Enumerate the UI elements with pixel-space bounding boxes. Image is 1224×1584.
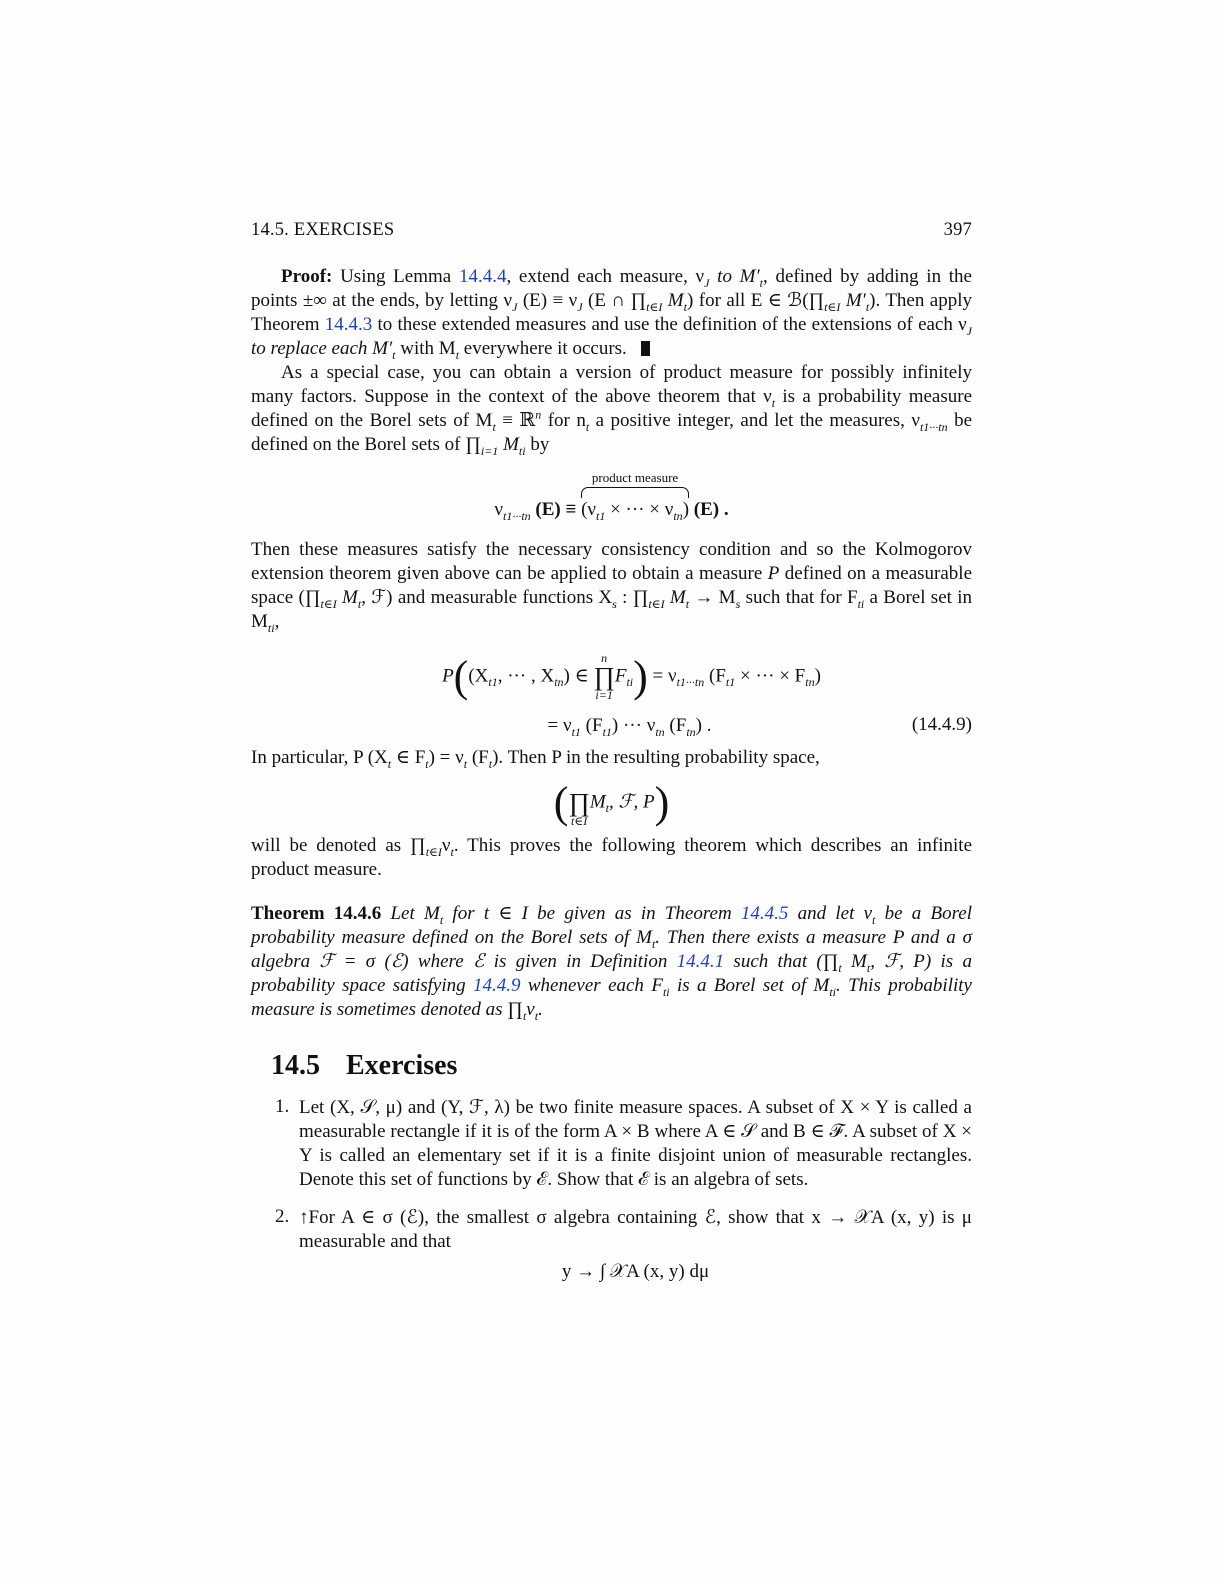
section-heading	[271, 1050, 972, 1082]
probability-space-display: ( ∏ t∈I $M_t$, ℱ, P)	[553, 778, 670, 828]
equation-14-4-9: $P((X_{t1}$, ··· , $X_{tn}$) ∈ n ∏ i=1 $F_{ti}) = \nu_{t1\cdot\cdot\cdot tn}$ ($F_{t1}$ × ··· × $F_{tn}$) = $\nu_{t1}$ $(F_{t1})$ ··· $\nu_{tn}$ $(F_{tn})$ . (14.4.9)	[442, 651, 972, 739]
proof-paragraph: Proof: Using Lemma 14.4.4, extend each measure, $\nu_J$ to $M'_t$, defined by adding in the points ±∞ at the ends, by letting $\nu_J$ $(E) \equiv \nu_J$ (E ∩ $\prod_{t\in I}$ $M_t$) for all E ∈ $ℬ(\prod_{t\in I}$ $M'_t$). Then apply Theorem 14.4.3 to these extended measures and use the definition of the extensions of each $\nu_J$ to replace each $M'_t$ with $M_t$ everywhere it occurs.	[251, 266, 973, 362]
page-number: 397	[943, 220, 972, 240]
denoted-paragraph: will be denoted as $\prod_{t\in I}\nu_t$. This proves the following theorem which describes an infinite product measure.	[251, 835, 973, 880]
special-case-paragraph: As a special case, you can obtain a version of product measure for possibly infinitely many factors. Suppose in the context of the above theorem that $\nu_t$ is a probability measure defined on the Borel sets of $M_t$ ≡ ℝ$^n$ for $n_t$ a positive integer, and let the measures, $\nu_{t1\cdot\cdot\cdot tn}$ be defined on the Borel sets of $\prod_{i=1}$ $M_{ti}$ by	[251, 362, 973, 458]
qed-symbol	[641, 341, 650, 356]
exercise-item: 2. ↑For A ∈ σ (ℰ), the smallest σ algebra containing ℰ, show that x → 𝒳A (x, y) is μ measurable and that y → ∫ 𝒳A (x, y) dμ	[275, 1206, 972, 1282]
theorem-link[interactable]: 14.4.3	[324, 314, 373, 335]
running-title: 14.5. EXERCISES	[251, 220, 395, 240]
kolmogorov-paragraph: Then these measures satisfy the necessary consistency condition and so the Kolmogorov extension theorem given above can be applied to obtain a measure P defined on a measurable space ($\prod_{t\in I}$ $M_t$, ℱ) and measurable functions $X_s$ : $\prod_{t\in I}$ $M_t \to M_s$ such that for $F_{ti}$ a Borel set in $M_{ti}$,	[251, 539, 973, 635]
theorem-link[interactable]: 14.4.5	[740, 903, 789, 924]
exercise-item: 1. Let (X, 𝒮, μ) and (Y, ℱ, λ) be two finite measure spaces. A subset of X × Y is called a measurable rectangle if it is of the form A × B where A ∈ 𝒮 and B ∈ ℱ. A subset of X × Y is called an elementary set if it is a finite disjoint union of measurable rectangles. Denote this set of functions by ℰ. Show that ℰ is an algebra of sets.	[275, 1096, 972, 1190]
overbrace: product measure ($\nu_{t1}$ × ··· × $\nu_{tn}$)	[581, 470, 690, 523]
lemma-link[interactable]: 14.4.4	[458, 266, 507, 287]
section-number: 14.5	[271, 1050, 320, 1081]
theorem-14-4-6: Theorem 14.4.6 Let $M_t$ for t ∈ I be given as in Theorem 14.4.5 and let $\nu_t$ be a Borel probability measure defined on the Borel sets of $M_t$. Then there exists a measure P and a σ algebra ℱ = σ (ℰ) where ℰ is given in Definition 14.4.1 such that ($\prod_t$ $M_t$, ℱ, P) is a probability space satisfying 14.4.9 whenever each $F_{ti}$ is a Borel set of $M_{ti}$. This probability measure is sometimes denoted as $\prod_t\nu_t$.	[251, 903, 973, 1023]
exercise-list	[251, 1096, 972, 1284]
equation-link[interactable]: 14.4.9	[473, 975, 521, 996]
in-particular-paragraph: In particular, P ($X_t$ ∈ $F_t) = \nu_t$ $(F_t)$. Then P in the resulting probability space,	[251, 747, 820, 771]
product-measure-equation: $\nu_{t1\cdot\cdot\cdot tn}$ (E) ≡ product measure ($\nu_{t1}$ × ··· × $\nu_{tn}$) (E) .	[494, 470, 729, 523]
running-header	[251, 220, 972, 241]
section-title: Exercises	[346, 1050, 458, 1081]
integral-display: y → ∫ 𝒳A (x, y) dμ	[561, 1261, 710, 1282]
product-symbol: n ∏ i=1	[593, 651, 615, 702]
brace-label: product measure	[591, 470, 679, 485]
page	[251, 220, 972, 1298]
definition-link[interactable]: 14.4.1	[676, 951, 725, 972]
equation-number: (14.4.9)	[911, 714, 972, 735]
